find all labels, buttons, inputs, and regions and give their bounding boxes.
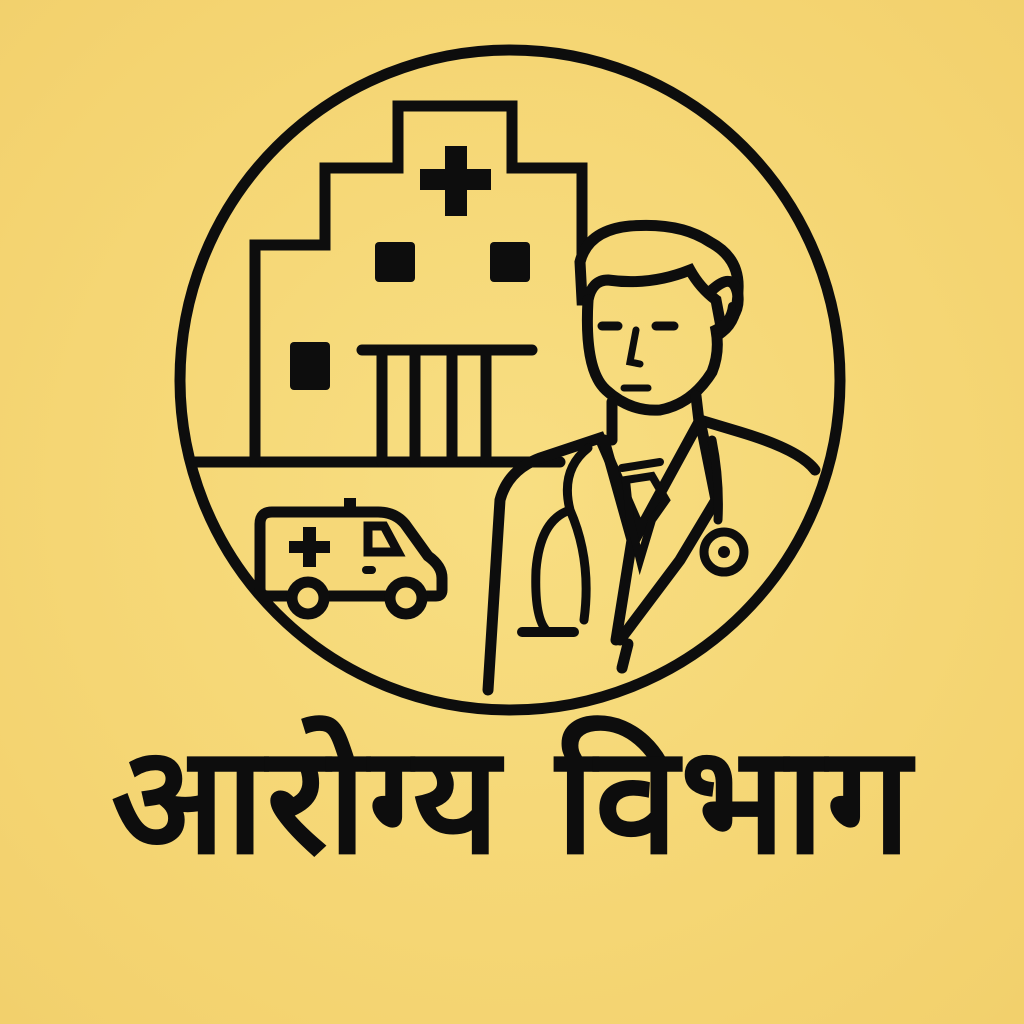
page-title: आरोग्य विभाग [111, 714, 913, 888]
window-icon [290, 342, 330, 390]
doctor-icon [488, 225, 815, 690]
hospital-entrance [362, 350, 532, 462]
doctor-hair [580, 225, 738, 332]
ambulance-icon [260, 498, 442, 614]
window-icon [375, 242, 415, 282]
medical-cross-icon [420, 146, 491, 216]
stethoscope-icon [536, 448, 588, 632]
window-icon [490, 242, 530, 282]
